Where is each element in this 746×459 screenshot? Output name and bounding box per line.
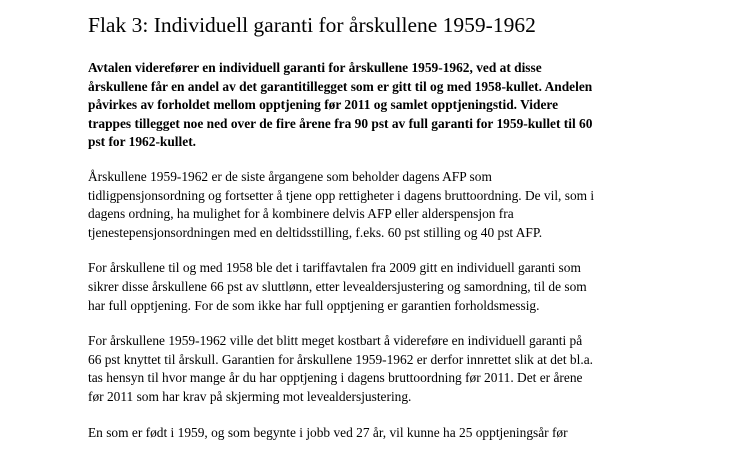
paragraph-line: tidligpensjonsordning og fortsetter å tjene opp rettigheter i dagens bruttoordning. De vil, som i — [88, 187, 595, 203]
paragraph-line: tjenestepensjonsordningen med en deltidsstilling, f.eks. 60 pst stilling og 40 pst AFP. — [88, 224, 543, 240]
body-paragraph-3 — [88, 332, 668, 406]
paragraph-line: For årskullene til og med 1958 ble det i tariffavtalen fra 2009 gitt en individuell garanti som — [88, 260, 581, 276]
paragraph-line: For årskullene 1959-1962 ville det blitt meget kostbart å videreføre en individuell garanti på — [88, 333, 583, 349]
paragraph-line: dagens ordning, ha mulighet for å kombinere delvis AFP eller alderspensjon fra — [88, 206, 514, 222]
body-paragraph-1 — [88, 168, 668, 242]
paragraph-line: tas hensyn til hvor mange år du har opptjening i dagens bruttoordning før 2011. Det er årene — [88, 370, 583, 386]
lead-line: påvirkes av forholdet mellom opptjening før 2011 og samlet opptjeningstid. Videre — [88, 97, 559, 113]
lead-line: årskullene får en andel av det garantitillegget som er gitt til og med 1958-kullet. Andelen — [88, 78, 593, 94]
lead-line: pst for 1962-kullet. — [88, 134, 196, 150]
paragraph-line: har full opptjening. For de som ikke har full opptjening er garantien forholdsmessig. — [88, 297, 540, 313]
lead-line: Avtalen viderefører en individuell garanti for årskullene 1959-1962, ved at disse — [88, 60, 542, 75]
lead-line: trappes tillegget noe ned over de fire årene fra 90 pst av full garanti for 1959-kullet til 60 — [88, 115, 593, 131]
document-title: Flak 3: Individuell garanti for årskullene 1959-1962 — [88, 13, 536, 37]
paragraph-line: En som er født i 1959, og som begynte i jobb ved 27 år, vil kunne ha 25 opptjeningsår før — [88, 424, 568, 440]
paragraph-line: Årskullene 1959-1962 er de siste årgangene som beholder dagens AFP som — [88, 168, 492, 184]
paragraph-line: sikrer disse årskullene 66 pst av sluttlønn, etter levealdersjustering og samordning, til de som — [88, 278, 587, 294]
lead-paragraph — [88, 59, 668, 152]
body-paragraph-2 — [88, 259, 668, 315]
body-paragraph-4 — [88, 424, 668, 443]
document-page — [88, 11, 668, 459]
paragraph-line: 66 pst knyttet til årskull. Garantien for årskullene 1959-1962 er derfor innrettet slik at det bl.a. — [88, 351, 593, 367]
paragraph-line: før 2011 som har krav på skjerming mot levealdersjustering. — [88, 388, 412, 404]
